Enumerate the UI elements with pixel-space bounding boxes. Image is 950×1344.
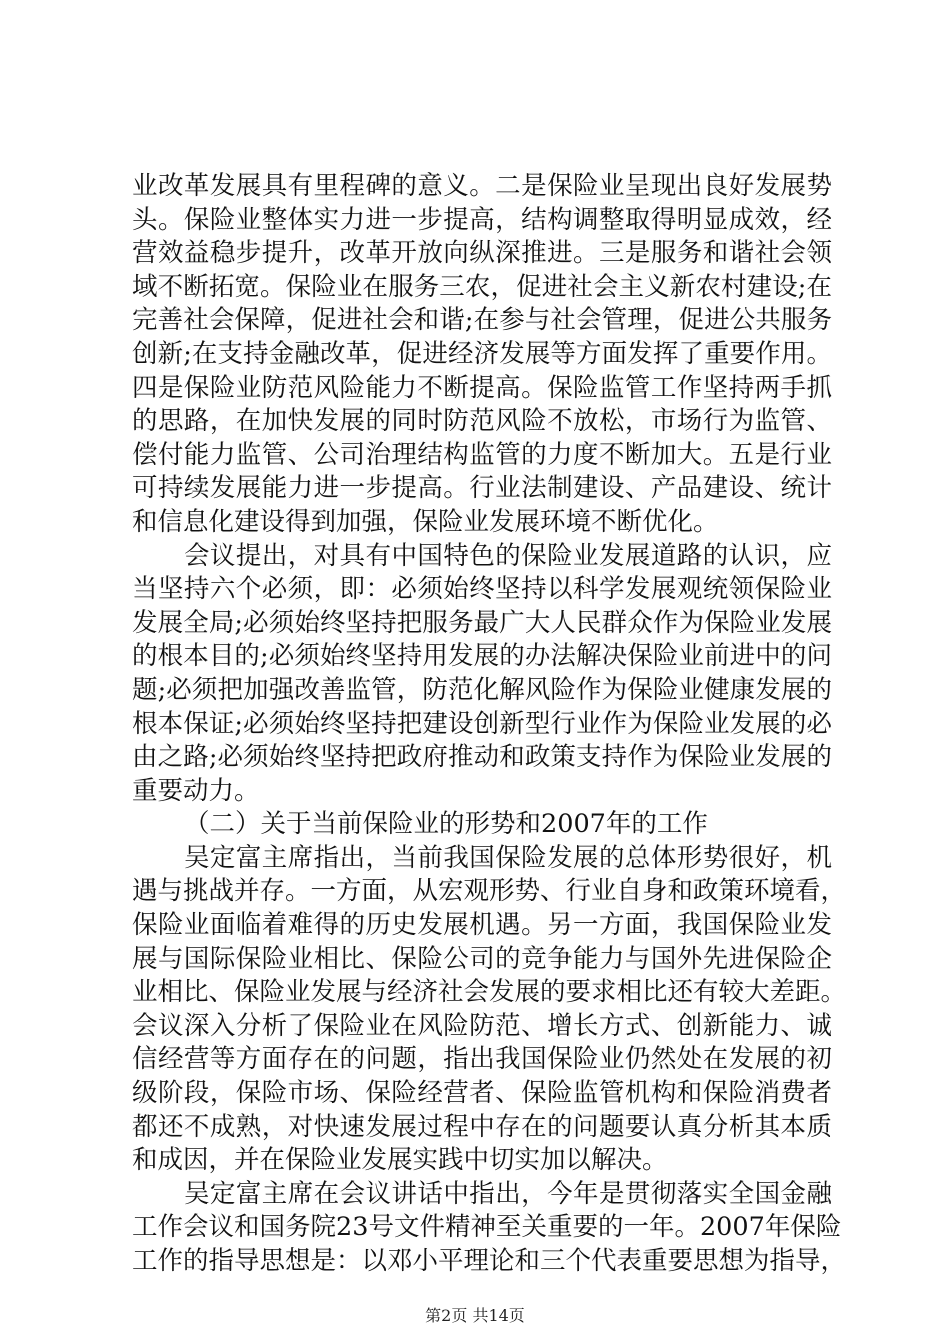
paragraph-first-line: 吴定富主席指出，当前我国保险发展的总体形势很好，机 <box>184 842 832 873</box>
text-line: 当坚持六个必须，即：必须始终坚持以科学发展观统领保险业 <box>132 574 832 605</box>
text-line: 都还不成熟，对快速发展过程中存在的问题要认真分析其本质 <box>132 1111 832 1142</box>
text-line: 工作会议和国务院23号文件精神至关重要的一年。2007年保险 <box>132 1212 842 1243</box>
text-line: 工作的指导思想是：以邓小平理论和三个代表重要思想为指导， <box>132 1246 847 1276</box>
text-line: 展与国际保险业相比、保险公司的竞争能力与国外先进保险企 <box>132 943 832 974</box>
text-line: 根本保证;必须始终坚持把建设创新型行业作为保险业发展的必 <box>132 708 832 739</box>
text-line: 的根本目的;必须始终坚持用发展的办法解决保险业前进中的问 <box>132 641 832 672</box>
text-line: 保险业面临着难得的历史发展机遇。另一方面，我国保险业发 <box>132 910 832 941</box>
document-body <box>132 170 847 1279</box>
text-line: 营效益稳步提升，改革开放向纵深推进。三是服务和谐社会领 <box>132 238 832 269</box>
text-line: 题;必须把加强改善监管，防范化解风险作为保险业健康发展的 <box>132 674 832 705</box>
paragraph-first-line: 吴定富主席在会议讲话中指出，今年是贯彻落实全国金融 <box>184 1178 832 1209</box>
text-line: 的思路，在加快发展的同时防范风险不放松，市场行为监管、 <box>132 406 832 437</box>
text-line: 创新;在支持金融改革，促进经济发展等方面发挥了重要作用。 <box>132 338 832 369</box>
text-line: 域不断拓宽。保险业在服务三农，促进社会主义新农村建设;在 <box>132 271 832 302</box>
text-line: 会议深入分析了保险业在风险防范、增长方式、创新能力、诚 <box>132 1010 832 1041</box>
text-line: 业相比、保险业发展与经济社会发展的要求相比还有较大差距。 <box>132 977 847 1008</box>
text-line: 头。保险业整体实力进一步提高，结构调整取得明显成效，经 <box>132 204 832 235</box>
text-line: 完善社会保障，促进社会和谐;在参与社会管理，促进公共服务 <box>132 305 832 336</box>
section-heading: （二）关于当前保险业的形势和2007年的工作 <box>184 809 708 840</box>
text-line: 级阶段，保险市场、保险经营者、保险监管机构和保险消费者 <box>132 1078 832 1109</box>
text-line: 业改革发展具有里程碑的意义。二是保险业呈现出良好发展势 <box>132 171 832 201</box>
text-line: 信经营等方面存在的问题，指出我国保险业仍然处在发展的初 <box>132 1044 832 1075</box>
text-line: 和信息化建设得到加强，保险业发展环境不断优化。 <box>132 506 719 537</box>
text-line: 发展全局;必须始终坚持把服务最广大人民群众作为保险业发展 <box>132 607 832 638</box>
text-line: 由之路;必须始终坚持把政府推动和政策支持作为保险业发展的 <box>132 742 832 773</box>
text-line: 四是保险业防范风险能力不断提高。保险监管工作坚持两手抓 <box>132 372 832 403</box>
text-line: 遇与挑战并存。一方面，从宏观形势、行业自身和政策环境看， <box>132 876 847 907</box>
text-line: 可持续发展能力进一步提高。行业法制建设、产品建设、统计 <box>132 473 832 504</box>
text-line: 和成因，并在保险业发展实践中切实加以解决。 <box>132 1145 668 1176</box>
paragraph-first-line: 会议提出，对具有中国特色的保险业发展道路的认识，应 <box>184 540 832 571</box>
text-line: 偿付能力监管、公司治理结构监管的力度不断加大。五是行业 <box>132 439 832 470</box>
page-number-footer: 第2页 共14页 <box>425 1306 525 1325</box>
text-line: 重要动力。 <box>132 775 260 806</box>
